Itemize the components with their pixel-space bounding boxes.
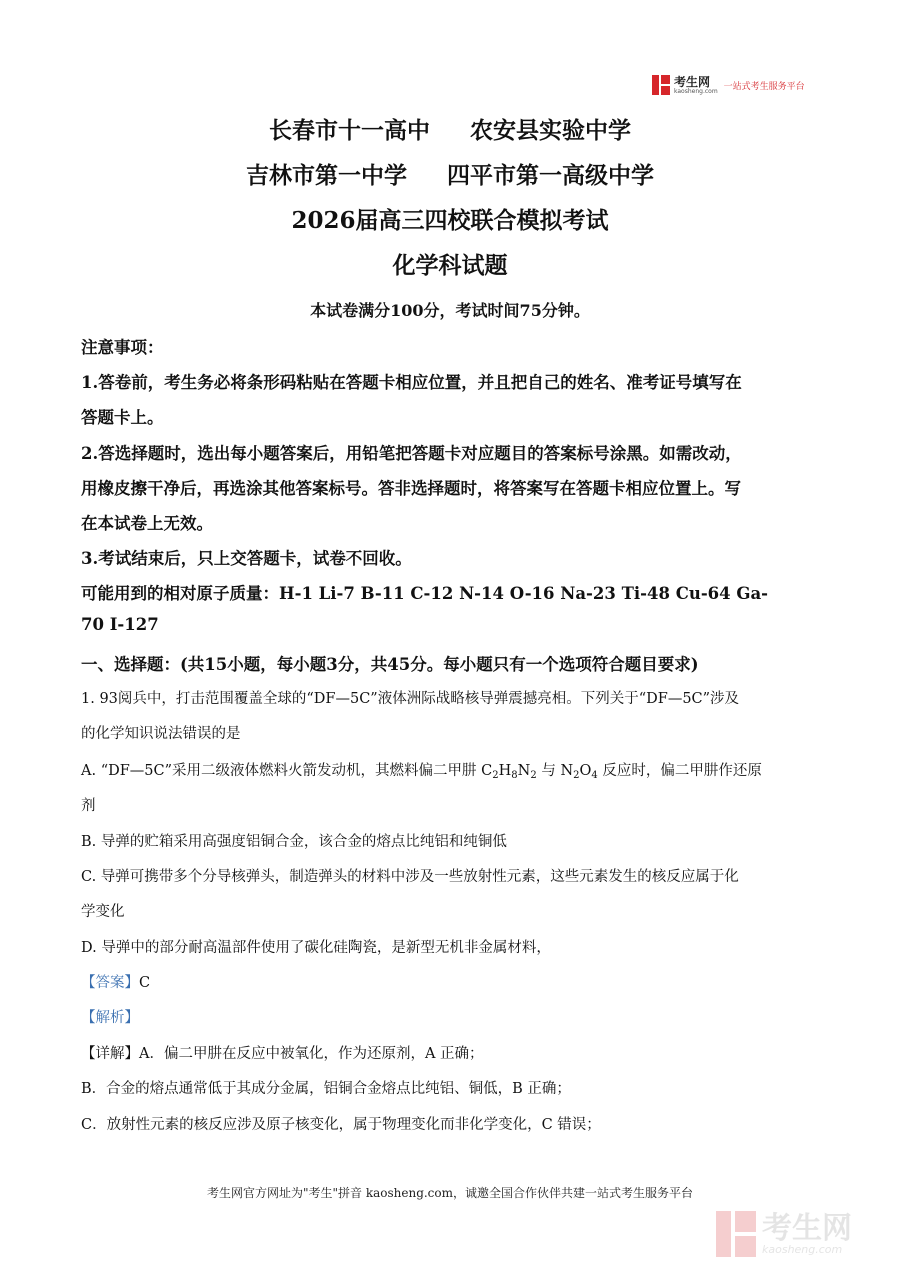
detail-b: B．合金的熔点通常低于其成分金属，铝铜合金熔点比纯铝、铜低，B 正确；: [81, 1081, 571, 1097]
watermark-logo: [716, 1206, 886, 1262]
formula-udmh: $C_2H_8N_2$: [481, 763, 537, 781]
subject-title: 化学科试题: [392, 252, 508, 279]
logo-slogan: 一站式考生服务平台: [723, 81, 805, 92]
option-a: A. “DF—5C”采用二级液体燃料火箭发动机，其燃料偏二甲肼 $C_2H_8N_2$ 与 $N_2O_4$ 反应时，偏二甲肼作还原: [81, 763, 762, 781]
exam-info: 本试卷满分100分，考试时间75分钟。: [310, 301, 590, 320]
answer: [81, 971, 821, 992]
footer-text: 考生网官方网址为"考生"拼音 kaosheng.com，诚邀全国合作伙伴共建一站式考生服务平台: [206, 1186, 694, 1200]
option-c-cont: 学变化: [81, 904, 125, 920]
school-names-line1: 长春市十一高中 农安县实验中学: [268, 117, 632, 144]
kaosheng-logo-icon: [652, 75, 670, 95]
notice-item-1-cont: 答题卡上。: [81, 408, 164, 427]
atomic-mass: 可能用到的相对原子质量：H-1 Li-7 B-11 C-12 N-14 O-16 Na-23 Ti-48 Cu-64 Ga-: [81, 584, 769, 603]
watermark-domain: kaosheng.com: [762, 1242, 843, 1256]
notice-heading: 注意事项：: [81, 338, 164, 357]
answer-value: C: [139, 975, 151, 991]
detail-a: 【详解】A．偏二甲肼在反应中被氧化，作为还原剂，A 正确；: [81, 1046, 484, 1062]
question-1-stem-cont: 的化学知识说法错误的是: [81, 726, 241, 742]
kaosheng-logo: [652, 72, 822, 98]
option-a-cont: 剂: [81, 798, 96, 814]
notice-item-2: 2.答选择题时，选出每小题答案后，用铅笔把答题卡对应题目的答案标号涂黑。如需改动，: [81, 444, 742, 463]
logo-domain: kaosheng.com: [674, 87, 718, 95]
notice-item-2-cont2: 在本试卷上无效。: [81, 514, 213, 533]
notice-item-3: 3.考试结束后，只上交答题卡，试卷不回收。: [81, 549, 412, 568]
detail-label: 【详解】: [81, 1046, 139, 1062]
formula-n2o4: $N_2O_4$: [560, 763, 598, 781]
detail-c: C．放射性元素的核反应涉及原子核变化，属于物理变化而非化学变化，C 错误；: [81, 1117, 601, 1133]
logo-name: 考生网: [674, 74, 711, 89]
watermark-name: 考生网: [762, 1210, 852, 1246]
atomic-mass-cont: 70 I-127: [81, 615, 159, 634]
option-b: B. 导弹的贮箱采用高强度铝铜合金，该合金的熔点比纯铝和纯铜低: [81, 834, 507, 850]
school-names-line2: 吉林市第一中学 四平市第一高级中学: [245, 162, 655, 189]
watermark-logo-icon: [716, 1211, 756, 1257]
answer-label: 【答案】: [81, 975, 139, 991]
option-c: C. 导弹可携带多个分导核弹头，制造弹头的材料中涉及一些放射性元素，这些元素发生的核反应属于化: [81, 869, 739, 885]
notice-item-2-cont: 用橡皮擦干净后，再选涂其他答案标号。答非选择题时，将答案写在答题卡相应位置上。写: [81, 479, 741, 498]
notice-item-1: 1.答卷前，考生务必将条形码粘贴在答题卡相应位置，并且把自己的姓名、准考证号填写在: [81, 373, 742, 392]
analysis-label: 【解析】: [81, 1010, 139, 1026]
section-heading: 一、选择题：(共15小题，每小题3分，共45分。每小题只有一个选项符合题目要求): [81, 655, 699, 674]
option-d: D. 导弹中的部分耐高温部件使用了碳化硅陶瓷，是新型无机非金属材料，: [81, 940, 551, 956]
exam-title: 2026届高三四校联合模拟考试: [291, 207, 609, 234]
question-1-stem: 1. 93阅兵中，打击范围覆盖全球的“DF—5C”液体洲际战略核导弹震撼亮相。下列关于“DF—5C”涉及: [81, 691, 740, 707]
